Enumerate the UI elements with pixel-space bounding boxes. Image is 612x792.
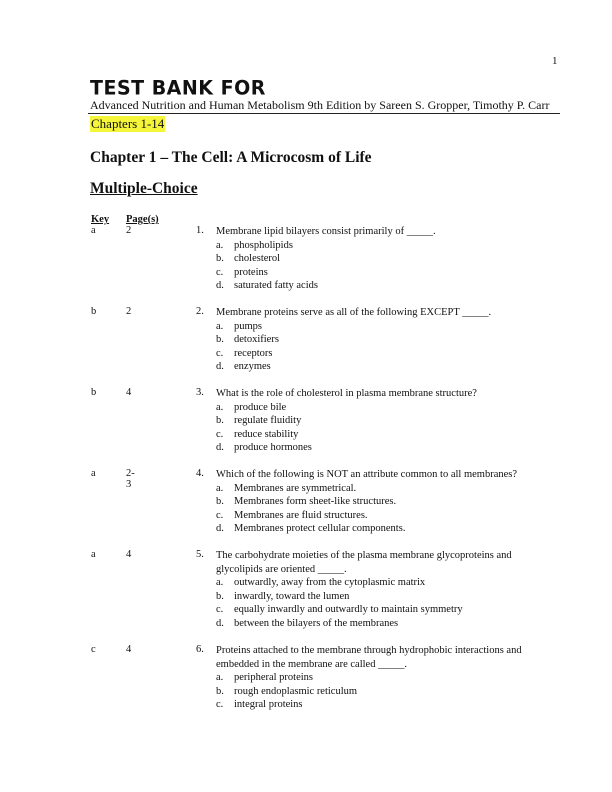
answer-key: a	[91, 549, 96, 560]
option-d: d. enzymes	[216, 361, 271, 372]
question-stem: Which of the following is NOT an attribute common to all membranes?	[216, 469, 518, 480]
answer-key: a	[91, 468, 96, 479]
answer-key: a	[91, 225, 96, 236]
option-b: b. inwardly, toward the lumen	[216, 590, 350, 602]
test-bank-title: TEST BANK FOR	[90, 76, 266, 100]
option-b: b. cholesterol	[216, 253, 281, 264]
option-c: c. integral proteins	[216, 699, 303, 710]
page-number: 1	[552, 55, 558, 67]
page-ref: 4	[126, 644, 132, 655]
chapters-highlight: Chapters 1-14	[91, 116, 165, 131]
option-c: c. equally inwardly and outwardly to maintain symmetry	[216, 604, 463, 615]
chapter-heading: Chapter 1 – The Cell: A Microcosm of Life	[90, 149, 372, 166]
option-b: b. Membranes form sheet-like structures.	[216, 496, 397, 507]
page-ref: 4	[126, 549, 132, 560]
option-a: a. pumps	[216, 320, 263, 332]
option-a: a. Membranes are symmetrical.	[216, 482, 357, 494]
page-ref: 2-3	[126, 468, 135, 490]
book-subtitle: Advanced Nutrition and Human Metabolism 9th Edition by Sareen S. Gropper, Timothy P. Carr	[90, 98, 550, 112]
question-number: 5.	[196, 549, 204, 560]
option-a: a. produce bile	[216, 401, 287, 413]
option-a: a. phospholipids	[216, 239, 293, 251]
page-ref: 2	[126, 225, 132, 236]
option-b: b. rough endoplasmic reticulum	[216, 685, 358, 697]
answer-key: b	[91, 387, 97, 398]
option-b: b. detoxifiers	[216, 334, 279, 345]
page-ref: 2	[126, 306, 132, 317]
option-d: d. Membranes protect cellular components.	[216, 523, 406, 534]
option-b: b. regulate fluidity	[216, 415, 302, 426]
answer-key: b	[91, 306, 97, 317]
option-d: d. saturated fatty acids	[216, 280, 318, 291]
question-number: 2.	[196, 306, 204, 317]
question-number: 3.	[196, 387, 204, 398]
option-c: c. proteins	[216, 266, 268, 278]
question-number: 4.	[196, 468, 204, 479]
option-c: c. reduce stability	[216, 428, 299, 440]
option-d: d. produce hormones	[216, 442, 312, 453]
option-d: d. between the bilayers of the membranes	[216, 617, 399, 629]
question-stem: Membrane proteins serve as all of the following EXCEPT _____.	[216, 307, 492, 318]
question-stem: Membrane lipid bilayers consist primarily of _____.	[216, 226, 436, 237]
pages-column-header: Page(s)	[126, 214, 159, 225]
question-number: 6.	[196, 644, 204, 655]
question-stem: What is the role of cholesterol in plasma membrane structure?	[216, 388, 477, 399]
option-c: c. receptors	[216, 347, 273, 359]
option-a: a. peripheral proteins	[216, 672, 314, 683]
option-c: c. Membranes are fluid structures.	[216, 509, 368, 521]
title-rule	[88, 113, 560, 114]
question-stem: The carbohydrate moieties of the plasma membrane glycoproteins and glycolipids are oriented _____.	[216, 550, 512, 575]
question-stem: Proteins attached to the membrane through hydrophobic interactions and embedded in the membrane are called _____.	[216, 645, 522, 670]
key-column-header: Key	[91, 214, 110, 225]
question-number: 1.	[196, 225, 204, 236]
section-heading: Multiple-Choice	[90, 180, 198, 197]
option-a: a. outwardly, away from the cytoplasmic matrix	[216, 577, 426, 588]
answer-key: c	[91, 644, 96, 655]
page-ref: 4	[126, 387, 132, 398]
